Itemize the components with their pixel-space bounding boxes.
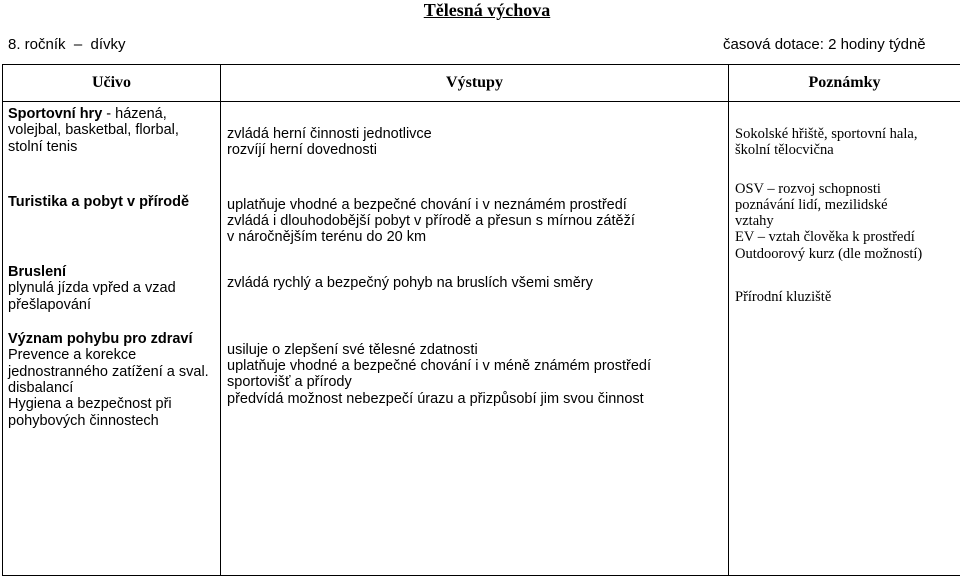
- vystupy-zdravi: [221, 338, 728, 407]
- sport-heading: Sportovní hry: [8, 106, 103, 122]
- vystup-line: uplatňuje vhodné a bezpečné chování i v neznámém prostředí: [227, 196, 627, 213]
- zdravi-line-2: disbalancí: [8, 379, 74, 396]
- zdravi-heading: Význam pohybu pro zdraví: [8, 331, 193, 348]
- vystup-line: zvládá i dlouhodobější pobyt v přírodě a přesun s mírnou zátěží: [227, 212, 635, 229]
- sport-list: - házená, volejbal, basketbal, florbal, stolní tenis: [8, 106, 179, 155]
- page-title: Tělesná výchova: [423, 0, 551, 20]
- column-header-ucivo: Učivo: [3, 65, 221, 102]
- poznamky-cell: [729, 102, 960, 576]
- poznamka-line: OSV – rozvoj schopnosti: [735, 180, 881, 197]
- turistika-heading: Turistika a pobyt v přírodě: [8, 193, 190, 210]
- column-header-poznamky: Poznámky: [729, 65, 960, 102]
- ucivo-cell: [3, 102, 221, 576]
- vystup-line: předvídá možnost nebezpečí úrazu a přizpůsobí jim svou činnost: [227, 390, 644, 407]
- poznamka-line: vztahy: [735, 213, 774, 230]
- poznamka-line: EV – vztah člověka k prostředí: [735, 229, 915, 246]
- vystupy-sport: [221, 122, 728, 159]
- ucivo-sport: [3, 102, 220, 155]
- poznamka-line: Sokolské hřiště, sportovní hala,: [735, 126, 918, 142]
- bruslení-heading: Bruslení: [8, 264, 67, 281]
- poznamka-line: školní tělocvična: [735, 142, 834, 159]
- vystupy-turistika: [221, 193, 728, 292]
- grade-label: 8. ročník – dívky: [8, 36, 126, 53]
- vystup-line: v náročnějším terénu do 20 km: [227, 229, 427, 246]
- zdravi-line-1: Prevence a korekce jednostranného zatížení a sval.: [8, 347, 209, 380]
- vystup-line: sportovišť a přírody: [227, 374, 352, 391]
- poznamka-line: Outdoorový kurz (dle možností): [735, 245, 923, 262]
- vystup-line: uplatňuje vhodné a bezpečné chování i v méně známém prostředí: [227, 358, 651, 375]
- zdravi-line-3: Hygiena a bezpečnost při pohybových činnostech: [8, 396, 172, 429]
- table-header-row: [3, 65, 960, 102]
- vystupy-cell: [221, 102, 729, 576]
- poznamka-line: poznávání lidí, mezilidské: [735, 196, 888, 213]
- time-allocation: časová dotace: 2 hodiny týdně: [723, 36, 926, 53]
- poznamka-line: Přírodní kluziště: [735, 289, 832, 306]
- bruslení-text: plynulá jízda vpřed a vzad přešlapování: [8, 280, 176, 313]
- column-header-vystupy: Výstupy: [221, 65, 729, 102]
- vystup-line: rozvíjí herní dovednosti: [227, 142, 377, 159]
- table-body-row: [3, 102, 960, 576]
- ucivo-zdravi: [3, 327, 220, 429]
- vystup-line: zvládá herní činnosti jednotlivce: [227, 126, 432, 142]
- curriculum-table: [2, 64, 960, 576]
- vystup-line: usiluje o zlepšení své tělesné zdatnosti: [227, 341, 478, 358]
- poznamky-sport: [729, 122, 960, 159]
- ucivo-turistika: [3, 190, 220, 313]
- poznamky-turistika: [729, 177, 960, 306]
- vystup-line: zvládá rychlý a bezpečný pohyb na bruslích všemi směry: [227, 275, 593, 292]
